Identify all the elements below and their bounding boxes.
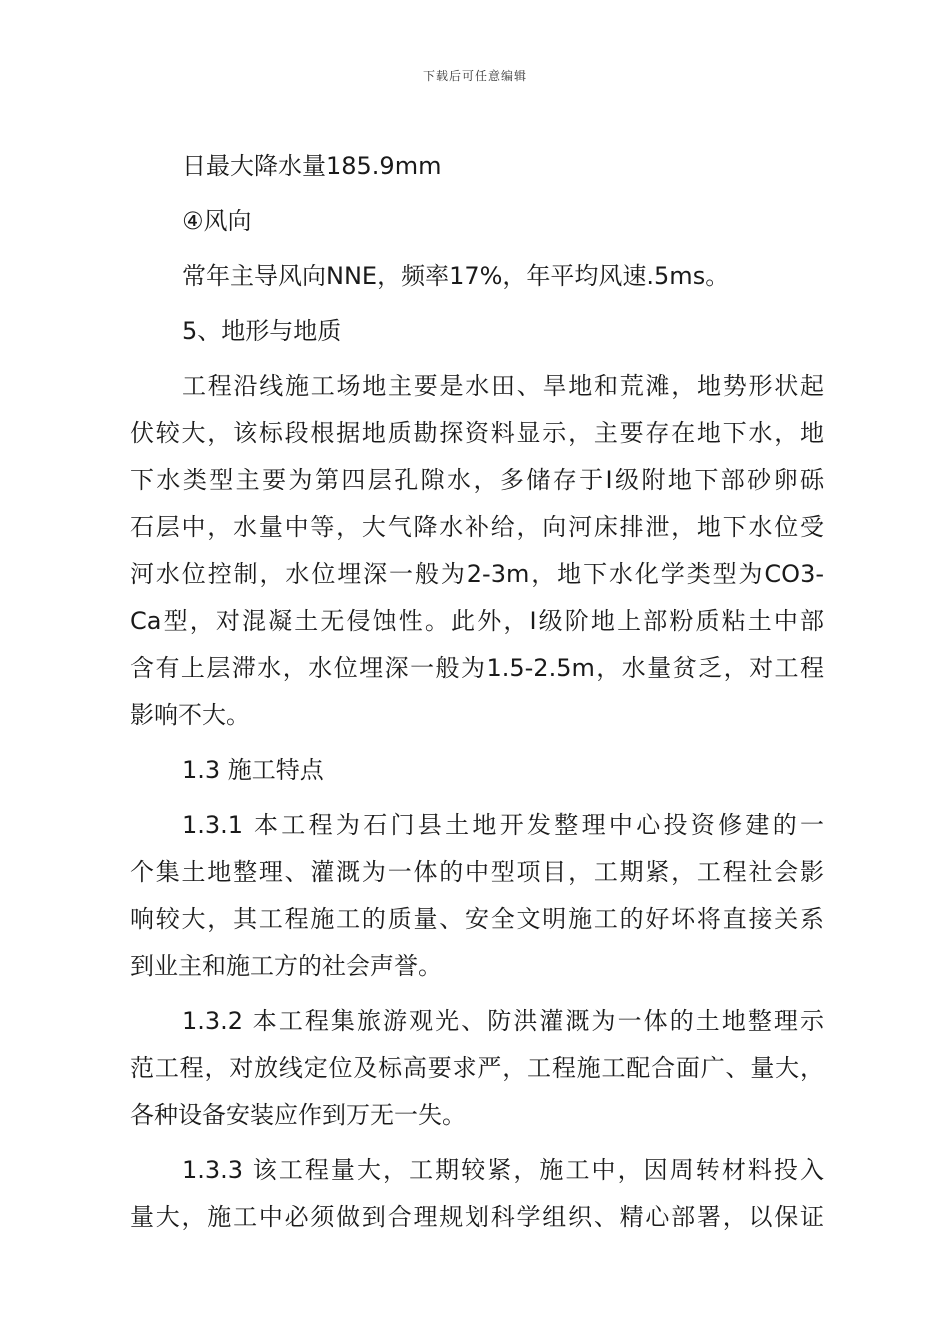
text-line: 各种设备安装应作到万无一失。	[130, 1101, 466, 1129]
text-line: 到业主和施工方的社会声誉。	[130, 952, 442, 980]
text-line: 个集土地整理、灌溉为一体的中型项目，工期紧，工程社会影	[130, 858, 824, 886]
paragraph-feature-3	[130, 1147, 824, 1241]
text-line: 含有上层滞水，水位埋深一般为1.5-2.5m，水量贫乏，对工程	[130, 654, 824, 682]
text-line: 工程沿线施工场地主要是水田、旱地和荒滩，地势形状起	[182, 372, 824, 400]
text-line: 1.3.1 本工程为石门县土地开发整理中心投资修建的一	[182, 811, 824, 839]
text-line: 影响不大。	[130, 701, 250, 729]
text-line: 量大，施工中必须做到合理规划科学组织、精心部署，以保证	[130, 1203, 824, 1231]
text-line: 常年主导风向NNE，频率17%，年平均风速.5ms。	[182, 262, 730, 290]
section-heading-features	[130, 747, 824, 794]
text-line: 1.3.2 本工程集旅游观光、防洪灌溉为一体的土地整理示	[182, 1007, 824, 1035]
text-line: 1.3.3 该工程量大，工期较紧，施工中，因周转材料投入	[182, 1156, 824, 1184]
paragraph-feature-1	[130, 802, 824, 990]
text-line: 石层中，水量中等，大气降水补给，向河床排泄，地下水位受	[130, 513, 824, 541]
paragraph-feature-2	[130, 998, 824, 1139]
text-line: 范工程，对放线定位及标高要求严，工程施工配合面广、量大，	[130, 1054, 824, 1082]
paragraph-terrain	[130, 363, 824, 739]
text-line: 5、地形与地质	[182, 317, 342, 345]
paragraph-rainfall	[130, 143, 824, 190]
text-line: 下水类型主要为第四层孔隙水，多储存于Ⅰ级附地下部砂卵砾	[130, 466, 824, 494]
text-line: ④风向	[182, 207, 252, 235]
text-line: 日最大降水量185.9mm	[182, 152, 442, 180]
text-line: Ca型，对混凝土无侵蚀性。此外，Ⅰ级阶地上部粉质粘土中部	[130, 607, 824, 635]
text-line: 响较大，其工程施工的质量、安全文明施工的好坏将直接关系	[130, 905, 824, 933]
text-line: 伏较大，该标段根据地质勘探资料显示，主要存在地下水，地	[130, 419, 824, 447]
document-body	[130, 143, 824, 1241]
text-line: 1.3 施工特点	[182, 756, 324, 784]
paragraph-wind-detail	[130, 253, 824, 300]
text-line: 河水位控制，水位埋深一般为2-3m，地下水化学类型为CO3-	[130, 560, 824, 588]
section-heading-terrain	[130, 308, 824, 355]
paragraph-wind-heading	[130, 198, 824, 245]
page-header: 下载后可任意编辑	[422, 69, 527, 83]
